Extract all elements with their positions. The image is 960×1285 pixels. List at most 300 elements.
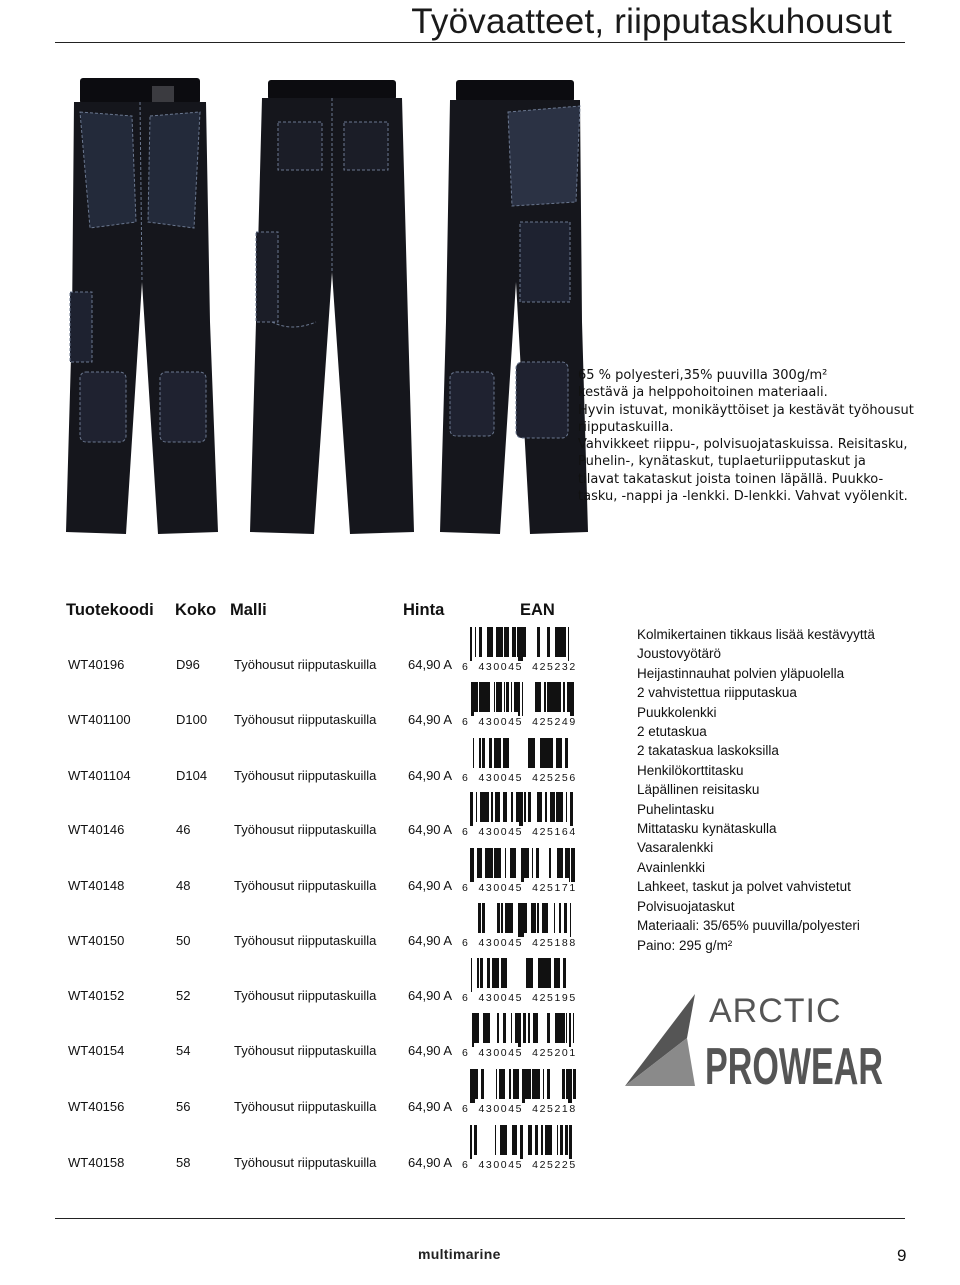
description-line: riipputaskuilla. — [578, 419, 674, 435]
barcode-bar — [503, 738, 506, 768]
barcode-bar — [499, 1069, 502, 1099]
barcode-bar — [559, 682, 561, 712]
barcode-bar — [513, 848, 514, 878]
barcode-bar — [558, 738, 559, 768]
barcode-bar — [475, 1013, 478, 1043]
barcode-bar — [530, 1069, 531, 1099]
feature-item: Heijastinnauhat polvien yläpuolella — [637, 665, 845, 681]
feature-item: Joustovyötärö — [637, 646, 722, 662]
table-row — [0, 792, 600, 842]
product-price: 64,90 A — [408, 822, 453, 837]
barcode-bar — [507, 627, 509, 657]
barcode-bar — [489, 738, 492, 768]
barcode-bar — [567, 682, 570, 712]
barcode-bar — [504, 1013, 506, 1043]
barcode-bar — [570, 682, 572, 716]
barcode-bar — [557, 1013, 559, 1043]
barcode-bar — [508, 903, 511, 933]
logo-text-prowear: PROWEAR — [705, 1038, 883, 1096]
barcode-bar — [517, 627, 518, 657]
barcode-bar — [543, 1069, 544, 1099]
header-price: Hinta — [403, 601, 445, 619]
barcode-bar — [479, 627, 481, 657]
barcode-bar — [480, 958, 483, 988]
description-line: Hyvin istuvat, monikäyttöiset ja kestävät työhousut — [578, 402, 914, 418]
barcode-bar — [564, 903, 566, 933]
barcode-bar — [552, 682, 555, 712]
product-price: 64,90 A — [408, 1155, 453, 1170]
barcode-bar — [470, 627, 472, 661]
barcode-bar — [555, 1013, 557, 1043]
barcode-bar — [570, 903, 571, 937]
barcode-bar — [494, 848, 496, 878]
product-model: Työhousut riipputaskuilla — [234, 657, 377, 672]
barcode-bar — [568, 627, 569, 661]
product-model: Työhousut riipputaskuilla — [234, 1099, 377, 1114]
barcode-bar — [546, 738, 549, 768]
trousers-back-image — [232, 72, 432, 542]
ean-digits: 6 430045 425164 — [462, 826, 577, 838]
barcode-bar — [562, 1013, 564, 1043]
product-size: 54 — [176, 1043, 191, 1058]
barcode-bar — [489, 1013, 490, 1043]
barcode-bar — [518, 903, 520, 937]
arctic-prowear-logo — [625, 988, 887, 1096]
barcode-bar — [522, 682, 523, 716]
barcode-bar — [486, 1013, 487, 1043]
page-title: Työvaatteet, riipputaskuhousut — [411, 2, 892, 41]
barcode-bar — [547, 1013, 550, 1043]
barcode-bar — [476, 792, 477, 822]
product-model: Työhousut riipputaskuilla — [234, 933, 377, 948]
barcode-bar — [471, 958, 472, 992]
barcode-bar — [496, 627, 498, 657]
barcode-bar — [528, 1013, 530, 1043]
feature-item: 2 takataskua laskoksilla — [637, 743, 779, 759]
barcode-bar — [521, 848, 524, 882]
barcode-bar — [565, 627, 566, 657]
barcode-bar — [567, 848, 569, 878]
product-price: 64,90 A — [408, 712, 453, 727]
feature-item: Polvisuojataskut — [637, 898, 735, 914]
barcode-bar — [470, 1069, 471, 1103]
product-price: 64,90 A — [408, 988, 453, 1003]
table-row — [0, 682, 600, 732]
barcode-bar — [486, 848, 488, 878]
barcode-bar — [547, 682, 549, 712]
ean-digits: 6 430045 425218 — [462, 1103, 577, 1115]
product-model: Työhousut riipputaskuilla — [234, 988, 377, 1003]
barcode-bar — [497, 682, 499, 712]
barcode-bar — [563, 1069, 565, 1099]
product-price: 64,90 A — [408, 1043, 453, 1058]
barcode-bar — [498, 738, 501, 768]
barcode-bar — [560, 1125, 563, 1155]
barcode-bar — [475, 627, 476, 657]
ean-digits: 6 430045 425249 — [462, 716, 577, 728]
barcode-bar — [558, 627, 561, 657]
barcode-bar — [491, 848, 493, 878]
barcode-bar — [549, 682, 552, 712]
barcode-bar — [549, 958, 551, 988]
barcode-bar — [495, 792, 497, 822]
table-row — [0, 1125, 600, 1175]
barcode-bar — [545, 903, 548, 933]
barcode-bar — [523, 627, 526, 657]
barcode-bar — [556, 738, 558, 768]
barcode-bar — [472, 1013, 474, 1047]
product-code: WT40150 — [68, 933, 125, 948]
barcode-bar — [496, 958, 499, 988]
feature-item: Lahkeet, taskut ja polvet vahvistetut — [637, 879, 851, 895]
barcode-bar — [534, 738, 535, 768]
barcode-bar — [551, 792, 553, 822]
barcode-bar — [478, 903, 481, 933]
description-line: Vahvikkeet riippu-, polvisuojataskuissa. Reisitasku, — [578, 437, 908, 453]
barcode-bar — [477, 848, 480, 878]
barcode-bar — [528, 738, 531, 768]
barcode-bar — [535, 1013, 536, 1043]
barcode-bar — [529, 792, 531, 822]
barcode-bar — [551, 1125, 552, 1155]
barcode-bar — [542, 958, 544, 988]
barcode-bar — [566, 1069, 568, 1099]
barcode-bar — [518, 627, 520, 661]
product-code: WT40148 — [68, 878, 125, 893]
barcode-bar — [525, 1069, 527, 1099]
table-row — [0, 627, 600, 677]
barcode-bar — [503, 792, 506, 822]
barcode-bar — [474, 1013, 475, 1043]
barcode-bar — [544, 738, 546, 768]
table-row — [0, 903, 600, 953]
table-row — [0, 848, 600, 898]
barcode-bar — [500, 848, 501, 878]
logo-text-arctic: ARCTIC — [709, 992, 842, 1030]
barcode-bar — [493, 958, 496, 988]
barcode-bar — [526, 848, 529, 878]
product-size: 58 — [176, 1155, 191, 1170]
product-price: 64,90 A — [408, 878, 453, 893]
barcode-bar — [502, 1069, 505, 1099]
barcode-bar — [564, 1013, 565, 1043]
product-price: 64,90 A — [408, 768, 453, 783]
header-model: Malli — [230, 601, 267, 619]
barcode-bar — [484, 903, 485, 933]
table-row — [0, 1069, 600, 1119]
barcode-bar — [481, 792, 482, 822]
barcode-bar — [482, 738, 485, 768]
barcode-bar — [481, 848, 482, 878]
barcode-bar — [474, 1125, 477, 1155]
description-line: tilavat takataskut joista toinen läpällä. Puukko- — [578, 471, 884, 487]
barcode-bar — [471, 792, 473, 826]
barcode-bar — [494, 738, 495, 768]
barcode-bar — [538, 1069, 540, 1099]
feature-item: Puhelintasku — [637, 801, 715, 817]
barcode-bar — [504, 627, 507, 657]
barcode-bar — [498, 627, 500, 657]
barcode-bar — [480, 792, 481, 822]
product-size: D96 — [176, 657, 200, 672]
barcode-bar — [537, 627, 540, 657]
ean-digits: 6 430045 425188 — [462, 937, 577, 949]
barcode-bar — [569, 1013, 571, 1047]
barcode-bar — [518, 682, 520, 716]
barcode-bar — [477, 682, 478, 712]
barcode-bar — [505, 903, 508, 933]
product-size: 48 — [176, 878, 191, 893]
barcode-bar — [528, 792, 529, 822]
barcode-bar — [542, 738, 544, 768]
barcode-bar — [504, 958, 507, 988]
barcode-bar — [486, 792, 489, 822]
barcode-bar — [529, 958, 532, 988]
barcode-bar — [510, 848, 513, 878]
barcode-bar — [497, 1013, 499, 1043]
barcode-bar — [555, 682, 557, 712]
barcode-bar — [562, 848, 563, 878]
barcode-bar — [570, 792, 573, 826]
barcode-bar — [568, 1069, 569, 1103]
barcode-bar — [556, 958, 557, 988]
barcode-bar — [524, 792, 526, 822]
footer-divider — [55, 1218, 905, 1219]
product-model: Työhousut riipputaskuilla — [234, 822, 377, 837]
barcode-bar — [479, 738, 481, 768]
feature-item: Kolmikertainen tikkaus lisää kestävyyttä — [637, 627, 875, 642]
ean-digits: 6 430045 425256 — [462, 772, 577, 784]
barcode-bar — [506, 738, 509, 768]
ean-digits: 6 430045 425232 — [462, 661, 577, 673]
ean-digits: 6 430045 425201 — [462, 1047, 577, 1059]
barcode-bar — [520, 627, 523, 661]
barcode-bar — [475, 1069, 478, 1099]
footer-brand: multimarine — [418, 1246, 501, 1262]
barcode-bar — [563, 958, 566, 988]
barcode-bar — [532, 958, 533, 988]
barcode-bar — [509, 1069, 511, 1099]
barcode-bar — [569, 848, 570, 882]
barcode-bar — [562, 627, 565, 657]
barcode-bar — [514, 627, 516, 657]
barcode-bar — [514, 848, 516, 878]
barcode-bar — [551, 738, 553, 768]
barcode-bar — [554, 958, 556, 988]
product-code: WT40156 — [68, 1099, 125, 1114]
ean-barcode — [462, 958, 576, 1006]
barcode-bar — [471, 1069, 472, 1103]
barcode-bar — [522, 792, 523, 826]
description-line: 65 % polyesteri,35% puuvilla 300g/m² — [578, 368, 828, 383]
barcode-bar — [524, 903, 527, 933]
barcode-bar — [511, 792, 513, 822]
table-row — [0, 1013, 600, 1063]
header-size: Koko — [175, 601, 217, 619]
barcode-bar — [501, 627, 503, 657]
barcode-bar — [549, 738, 551, 768]
barcode-bar — [487, 958, 490, 988]
barcode-bar — [537, 903, 539, 933]
barcode-bar — [482, 792, 484, 822]
barcode-bar — [495, 738, 498, 768]
barcode-bar — [573, 1013, 574, 1043]
product-code: WT40146 — [68, 822, 125, 837]
barcode-bar — [492, 958, 493, 988]
barcode-bar — [497, 792, 500, 822]
barcode-bar — [535, 1069, 536, 1099]
barcode-bar — [540, 738, 542, 768]
barcode-bar — [517, 682, 518, 712]
barcode-bar — [501, 903, 503, 933]
barcode-bar — [479, 682, 481, 712]
barcode-bar — [504, 682, 505, 712]
barcode-bar — [538, 848, 539, 878]
ean-barcode — [462, 682, 576, 730]
description-line: kestävä ja helppohoitoinen materiaali. — [578, 385, 828, 401]
barcode-bar — [483, 1013, 486, 1043]
barcode-bar — [553, 792, 555, 822]
barcode-bar — [566, 1013, 567, 1043]
barcode-bar — [561, 627, 562, 657]
barcode-bar — [512, 627, 514, 657]
barcode-bar — [520, 903, 521, 937]
barcode-bar — [518, 1013, 521, 1047]
ean-digits: 6 430045 425195 — [462, 992, 577, 1004]
barcode-bar — [514, 682, 517, 712]
feature-list — [637, 625, 875, 955]
barcode-bar — [496, 848, 497, 878]
ean-barcode — [462, 792, 576, 840]
barcode-bar — [538, 958, 540, 988]
product-model: Työhousut riipputaskuilla — [234, 878, 377, 893]
barcode-bar — [547, 958, 549, 988]
product-model: Työhousut riipputaskuilla — [234, 1043, 377, 1058]
barcode-bar — [500, 1125, 503, 1155]
feature-item: Henkilökorttitasku — [637, 762, 744, 778]
product-description — [578, 367, 923, 505]
table-row — [0, 738, 600, 788]
barcode-bar — [522, 1069, 525, 1103]
barcode-bar — [532, 848, 533, 878]
barcode-bar — [482, 903, 484, 933]
product-size: D104 — [176, 768, 208, 783]
barcode-bar — [548, 1125, 551, 1155]
barcode-bar — [487, 682, 490, 712]
barcode-bar — [559, 903, 561, 933]
product-code: WT401104 — [68, 768, 131, 783]
barcode-bar — [562, 792, 563, 822]
barcode-bar — [533, 1013, 535, 1043]
product-code: WT40152 — [68, 988, 125, 1003]
barcode-bar — [557, 1125, 558, 1155]
barcode-bar — [506, 792, 507, 822]
description-line: Puhelin-, kynätaskut, tuplaeturiipputaskut ja — [578, 454, 866, 470]
product-size: 50 — [176, 933, 191, 948]
barcode-bar — [516, 792, 519, 822]
header-ean: EAN — [520, 601, 555, 619]
ean-barcode — [462, 1013, 576, 1061]
barcode-bar — [481, 627, 482, 657]
barcode-bar — [494, 682, 495, 712]
barcode-bar — [496, 682, 497, 712]
barcode-bar — [496, 1069, 497, 1099]
table-row — [0, 958, 600, 1008]
barcode-bar — [520, 1125, 523, 1159]
feature-item: Mittatasku kynätaskulla — [637, 821, 777, 837]
ean-barcode — [462, 1069, 576, 1117]
barcode-bar — [554, 903, 555, 933]
barcode-bar — [563, 682, 565, 712]
title-divider — [55, 42, 905, 43]
barcode-bar — [480, 848, 481, 878]
barcode-bar — [559, 792, 562, 822]
product-size: D100 — [176, 712, 208, 727]
barcode-bar — [547, 627, 550, 657]
barcode-bar — [557, 682, 559, 712]
barcode-bar — [527, 1069, 528, 1099]
barcode-bar — [499, 682, 502, 712]
barcode-bar — [511, 903, 513, 933]
product-code: WT401100 — [68, 712, 131, 727]
barcode-bar — [515, 1013, 518, 1043]
barcode-bar — [536, 1013, 538, 1043]
barcode-bar — [566, 792, 567, 822]
barcode-bar — [470, 1125, 472, 1159]
barcode-bar — [511, 682, 512, 712]
barcode-bar — [478, 1013, 479, 1043]
barcode-bar — [470, 792, 471, 826]
barcode-bar — [550, 792, 551, 822]
barcode-bar — [512, 1125, 514, 1155]
feature-item: Paino: 295 g/m² — [637, 937, 733, 953]
feature-item: Avainlenkki — [637, 859, 706, 875]
barcode-bar — [559, 738, 562, 768]
barcode-bar — [537, 792, 539, 822]
barcode-bar — [531, 903, 534, 933]
barcode-bar — [526, 958, 529, 988]
barcode-bar — [566, 903, 567, 933]
barcode-bar — [481, 1069, 484, 1099]
barcode-bar — [503, 1125, 504, 1155]
barcode-bar — [495, 1125, 496, 1155]
product-code: WT40158 — [68, 1155, 125, 1170]
barcode-bar — [547, 1069, 550, 1099]
ean-barcode — [462, 627, 576, 675]
barcode-bar — [540, 958, 542, 988]
barcode-bar — [474, 682, 477, 712]
barcode-bar — [528, 1069, 530, 1099]
feature-item: 2 etutaskua — [637, 724, 707, 740]
barcode-bar — [521, 903, 524, 937]
feature-item: Materiaali: 35/65% puuvilla/polyesteri — [637, 918, 860, 934]
feature-item: Läpällinen reisitasku — [637, 782, 760, 798]
barcode-bar — [471, 848, 474, 882]
barcode-bar — [545, 792, 546, 822]
product-price: 64,90 A — [408, 657, 453, 672]
barcode-bar — [500, 627, 501, 657]
barcode-bar — [511, 1013, 512, 1043]
barcode-bar — [503, 1013, 504, 1043]
barcode-bar — [572, 682, 574, 716]
barcode-bar — [539, 792, 542, 822]
ean-barcode — [462, 903, 576, 951]
ean-barcode — [462, 738, 576, 786]
barcode-bar — [519, 792, 520, 826]
barcode-bar — [569, 1125, 572, 1159]
barcode-bar — [529, 1125, 532, 1155]
product-size: 46 — [176, 822, 191, 837]
